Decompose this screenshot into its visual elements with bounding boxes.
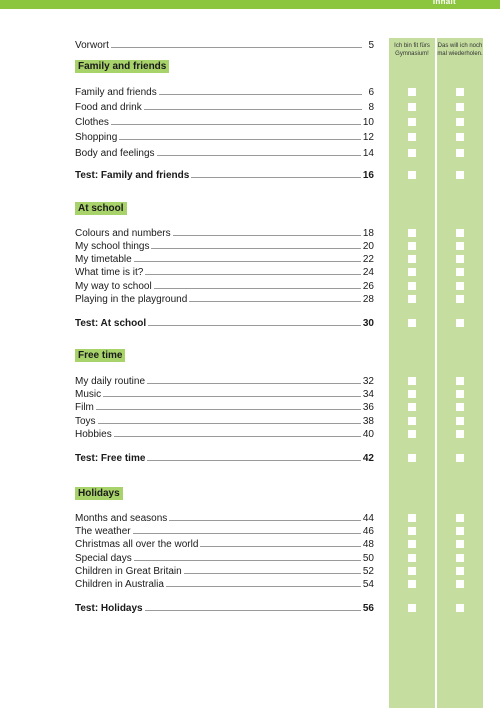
dot-leader bbox=[111, 38, 362, 48]
toc-label: Children in Great Britain bbox=[75, 566, 182, 577]
checkbox-repeat[interactable] bbox=[456, 454, 464, 462]
checkbox-fit[interactable] bbox=[408, 390, 416, 398]
dot-leader bbox=[145, 601, 361, 611]
dot-leader bbox=[96, 400, 361, 410]
toc-page: 10 bbox=[362, 117, 374, 128]
toc-label: Playing in the playground bbox=[75, 294, 188, 305]
toc-page: 48 bbox=[362, 539, 374, 550]
toc-row bbox=[75, 537, 374, 550]
dot-leader bbox=[148, 316, 361, 326]
toc-label: Test: Free time bbox=[75, 453, 146, 464]
toc-page: 30 bbox=[362, 318, 374, 329]
toc-page: 56 bbox=[362, 603, 374, 614]
toc-label: Food and drink bbox=[75, 102, 142, 113]
toc-page: 18 bbox=[362, 228, 374, 239]
toc-row-test bbox=[75, 451, 374, 464]
checkbox-fit[interactable] bbox=[408, 133, 416, 141]
toc-page: 54 bbox=[362, 579, 374, 590]
toc-label: My school things bbox=[75, 241, 150, 252]
toc-label: My daily routine bbox=[75, 376, 146, 387]
checkbox-repeat[interactable] bbox=[456, 88, 464, 96]
checkbox-fit[interactable] bbox=[408, 255, 416, 263]
toc-row bbox=[75, 279, 374, 292]
toc-page: 5 bbox=[368, 40, 374, 51]
column-header-repeat: Das will ich noch mal wiederholen. bbox=[437, 43, 483, 57]
toc-page: 32 bbox=[362, 376, 374, 387]
dot-leader bbox=[200, 537, 361, 547]
toc-label: What time is it? bbox=[75, 267, 144, 278]
toc-label: Toys bbox=[75, 416, 96, 427]
toc-page: 14 bbox=[362, 148, 374, 159]
checkbox-repeat[interactable] bbox=[456, 319, 464, 327]
checkbox-fit[interactable] bbox=[408, 554, 416, 562]
checkbox-fit[interactable] bbox=[408, 430, 416, 438]
header-label: Inhalt bbox=[432, 0, 456, 6]
dot-leader bbox=[114, 427, 361, 437]
checkbox-repeat[interactable] bbox=[456, 554, 464, 562]
toc-page: 24 bbox=[362, 267, 374, 278]
toc-label: Children in Australia bbox=[75, 579, 164, 590]
dot-leader bbox=[133, 524, 361, 534]
toc-page: 22 bbox=[362, 254, 374, 265]
dot-leader bbox=[191, 168, 361, 178]
checkbox-repeat[interactable] bbox=[456, 540, 464, 548]
toc-row-preface bbox=[75, 38, 374, 51]
toc-label: Vorwort bbox=[75, 40, 109, 51]
dot-leader bbox=[144, 100, 362, 110]
checkbox-fit[interactable] bbox=[408, 149, 416, 157]
dot-leader bbox=[157, 146, 361, 156]
toc-row-test bbox=[75, 601, 374, 614]
toc-page: 28 bbox=[362, 294, 374, 305]
checkbox-fit[interactable] bbox=[408, 295, 416, 303]
toc-label: Music bbox=[75, 389, 102, 400]
checkbox-fit[interactable] bbox=[408, 403, 416, 411]
toc-row bbox=[75, 551, 374, 564]
checkbox-repeat[interactable] bbox=[456, 377, 464, 385]
checkbox-repeat[interactable] bbox=[456, 430, 464, 438]
section-heading: At school bbox=[75, 202, 127, 215]
checkbox-repeat[interactable] bbox=[456, 171, 464, 179]
checkbox-fit[interactable] bbox=[408, 567, 416, 575]
toc-page: 12 bbox=[362, 132, 374, 143]
toc-row bbox=[75, 387, 374, 400]
toc-row bbox=[75, 146, 374, 159]
toc-row bbox=[75, 130, 374, 143]
toc-row bbox=[75, 414, 374, 427]
toc-row bbox=[75, 374, 374, 387]
dot-leader bbox=[189, 292, 361, 302]
checkbox-repeat[interactable] bbox=[456, 567, 464, 575]
toc-label: Film bbox=[75, 402, 94, 413]
toc-row bbox=[75, 239, 374, 252]
toc-label: Christmas all over the world bbox=[75, 539, 199, 550]
checkbox-repeat[interactable] bbox=[456, 149, 464, 157]
toc-page: 8 bbox=[368, 102, 374, 113]
checkbox-repeat[interactable] bbox=[456, 229, 464, 237]
checkbox-repeat[interactable] bbox=[456, 268, 464, 276]
toc-label: Months and seasons bbox=[75, 513, 168, 524]
toc-page: 34 bbox=[362, 389, 374, 400]
column-header-fit: Ich bin fit fürs Gymnasium! bbox=[394, 43, 430, 57]
checkbox-repeat[interactable] bbox=[456, 103, 464, 111]
toc-label: Clothes bbox=[75, 117, 109, 128]
checkbox-fit[interactable] bbox=[408, 88, 416, 96]
toc-page: 40 bbox=[362, 429, 374, 440]
toc-label: Family and friends bbox=[75, 87, 157, 98]
checkbox-fit[interactable] bbox=[408, 171, 416, 179]
toc-row-test bbox=[75, 168, 374, 181]
toc-row bbox=[75, 85, 374, 98]
toc-label: My timetable bbox=[75, 254, 132, 265]
checkbox-fit[interactable] bbox=[408, 527, 416, 535]
checkbox-fit[interactable] bbox=[408, 118, 416, 126]
toc-page: 50 bbox=[362, 553, 374, 564]
toc-row-test bbox=[75, 316, 374, 329]
dot-leader bbox=[103, 387, 361, 397]
checkbox-repeat[interactable] bbox=[456, 133, 464, 141]
toc-row bbox=[75, 115, 374, 128]
toc-label: Shopping bbox=[75, 132, 118, 143]
dot-leader bbox=[111, 115, 361, 125]
toc-row bbox=[75, 564, 374, 577]
toc-label: Hobbies bbox=[75, 429, 112, 440]
dot-leader bbox=[147, 451, 360, 461]
checkbox-repeat[interactable] bbox=[456, 242, 464, 250]
section-heading: Family and friends bbox=[75, 60, 169, 73]
toc-label: My way to school bbox=[75, 281, 152, 292]
checkbox-fit[interactable] bbox=[408, 604, 416, 612]
toc-page: 16 bbox=[362, 170, 374, 181]
checkbox-fit[interactable] bbox=[408, 454, 416, 462]
dot-leader bbox=[159, 85, 362, 95]
toc-row bbox=[75, 400, 374, 413]
checkbox-repeat[interactable] bbox=[456, 580, 464, 588]
checkbox-repeat[interactable] bbox=[456, 514, 464, 522]
dot-leader bbox=[166, 577, 361, 587]
section-heading: Free time bbox=[75, 349, 125, 362]
toc-page: 20 bbox=[362, 241, 374, 252]
checkbox-repeat[interactable] bbox=[456, 255, 464, 263]
toc-label: Colours and numbers bbox=[75, 228, 171, 239]
checkbox-repeat[interactable] bbox=[456, 118, 464, 126]
toc-row bbox=[75, 577, 374, 590]
toc-row bbox=[75, 292, 374, 305]
checkbox-fit[interactable] bbox=[408, 580, 416, 588]
checkbox-repeat[interactable] bbox=[456, 295, 464, 303]
section-heading: Holidays bbox=[75, 487, 123, 500]
checkbox-fit[interactable] bbox=[408, 282, 416, 290]
toc-label: Test: Holidays bbox=[75, 603, 143, 614]
toc-label: Special days bbox=[75, 553, 132, 564]
dot-leader bbox=[173, 226, 361, 236]
checkbox-repeat[interactable] bbox=[456, 527, 464, 535]
toc-label: The weather bbox=[75, 526, 131, 537]
toc-page: 6 bbox=[368, 87, 374, 98]
toc-page: 46 bbox=[362, 526, 374, 537]
toc-label: Test: Family and friends bbox=[75, 170, 190, 181]
toc-row bbox=[75, 252, 374, 265]
toc-page: 52 bbox=[362, 566, 374, 577]
dot-leader bbox=[119, 130, 361, 140]
toc-label: Test: At school bbox=[75, 318, 147, 329]
checkbox-fit[interactable] bbox=[408, 417, 416, 425]
toc-page: 44 bbox=[362, 513, 374, 524]
dot-leader bbox=[169, 511, 361, 521]
toc-page: 42 bbox=[362, 453, 374, 464]
dot-leader bbox=[154, 279, 361, 289]
checkbox-fit[interactable] bbox=[408, 229, 416, 237]
checkbox-fit[interactable] bbox=[408, 242, 416, 250]
checkbox-repeat[interactable] bbox=[456, 282, 464, 290]
toc-page: 26 bbox=[362, 281, 374, 292]
dot-leader bbox=[151, 239, 360, 249]
header-bar bbox=[0, 0, 500, 9]
toc-row bbox=[75, 524, 374, 537]
checkbox-fit[interactable] bbox=[408, 103, 416, 111]
checkbox-repeat[interactable] bbox=[456, 417, 464, 425]
toc-row bbox=[75, 511, 374, 524]
dot-leader bbox=[147, 374, 361, 384]
checkbox-fit[interactable] bbox=[408, 377, 416, 385]
toc-row bbox=[75, 427, 374, 440]
toc-row bbox=[75, 265, 374, 278]
checkbox-fit[interactable] bbox=[408, 268, 416, 276]
toc-row bbox=[75, 226, 374, 239]
checkbox-fit[interactable] bbox=[408, 319, 416, 327]
dot-leader bbox=[134, 252, 361, 262]
toc-page: 38 bbox=[362, 416, 374, 427]
dot-leader bbox=[134, 551, 361, 561]
dot-leader bbox=[184, 564, 361, 574]
dot-leader bbox=[98, 414, 361, 424]
checkbox-fit[interactable] bbox=[408, 540, 416, 548]
checkbox-repeat[interactable] bbox=[456, 390, 464, 398]
checkbox-repeat[interactable] bbox=[456, 604, 464, 612]
toc-page: 36 bbox=[362, 402, 374, 413]
dot-leader bbox=[145, 265, 361, 275]
toc-row bbox=[75, 100, 374, 113]
checkbox-repeat[interactable] bbox=[456, 403, 464, 411]
toc-label: Body and feelings bbox=[75, 148, 155, 159]
checkbox-fit[interactable] bbox=[408, 514, 416, 522]
